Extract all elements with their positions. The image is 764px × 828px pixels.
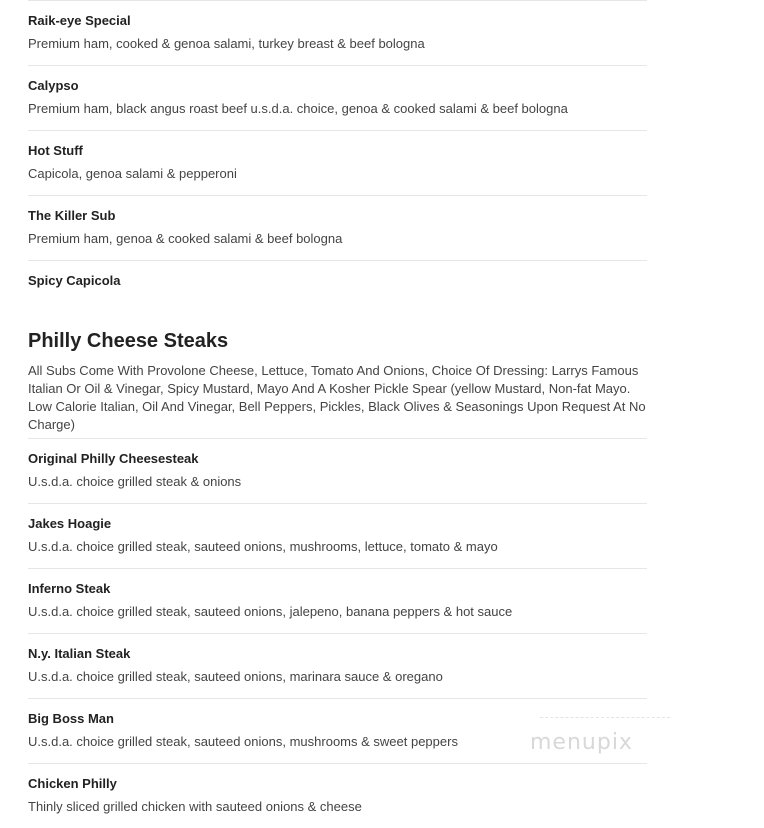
menu-item <box>28 633 647 698</box>
menu-item <box>28 503 647 568</box>
item-description: U.s.d.a. choice grilled steak, sauteed onions, marinara sauce & oregano <box>28 669 443 684</box>
item-name: Chicken Philly <box>28 776 117 791</box>
item-name: Original Philly Cheesesteak <box>28 451 199 466</box>
menu-item <box>28 763 647 828</box>
section-title: Philly Cheese Steaks <box>28 330 229 352</box>
item-description: Premium ham, cooked & genoa salami, turkey breast & beef bologna <box>28 36 425 51</box>
menu-item <box>28 65 647 130</box>
menu-item <box>28 195 647 260</box>
menu-item <box>28 130 647 195</box>
item-name: Spicy Capicola <box>28 273 121 288</box>
item-name: Hot Stuff <box>28 143 83 158</box>
item-description: Capicola, genoa salami & pepperoni <box>28 166 237 181</box>
item-name: Jakes Hoagie <box>28 516 112 531</box>
item-description: Premium ham, black angus roast beef u.s.d.a. choice, genoa & cooked salami & beef bologna <box>28 101 568 116</box>
watermark: menupix <box>530 730 633 755</box>
menu-item <box>28 438 647 503</box>
item-name: Raik-eye Special <box>28 13 131 28</box>
menu-item <box>28 568 647 633</box>
item-description: Premium ham, genoa & cooked salami & beef bologna <box>28 231 343 246</box>
item-name: Calypso <box>28 78 79 93</box>
menu-item <box>28 260 647 302</box>
item-description: U.s.d.a. choice grilled steak, sauteed onions, mushrooms & sweet peppers <box>28 734 458 749</box>
menu-item <box>28 0 647 65</box>
item-description: U.s.d.a. choice grilled steak, sauteed onions, mushrooms, lettuce, tomato & mayo <box>28 539 498 554</box>
item-name: N.y. Italian Steak <box>28 646 131 661</box>
item-description: U.s.d.a. choice grilled steak & onions <box>28 474 242 489</box>
item-description: Thinly sliced grilled chicken with sauteed onions & cheese <box>28 799 362 814</box>
menu-list <box>28 0 647 828</box>
item-name: The Killer Sub <box>28 208 116 223</box>
item-description: U.s.d.a. choice grilled steak, sauteed onions, jalepeno, banana peppers & hot sauce <box>28 604 513 619</box>
item-name: Big Boss Man <box>28 711 114 726</box>
item-name: Inferno Steak <box>28 581 111 596</box>
watermark-divider <box>540 717 670 718</box>
section-description: All Subs Come With Provolone Cheese, Lettuce, Tomato And Onions, Choice Of Dressing: Larrys Famous Italian Or Oil & Vinegar, Spicy Mustard, Mayo And A Kosher Pickle Spear (yellow Mustard, Non-fat Mayo. Low Calorie Italian, Oil And Vinegar, Bell Peppers, Pickles, Black Olives & Seasonings Upon Request At No Charge) <box>28 363 646 432</box>
